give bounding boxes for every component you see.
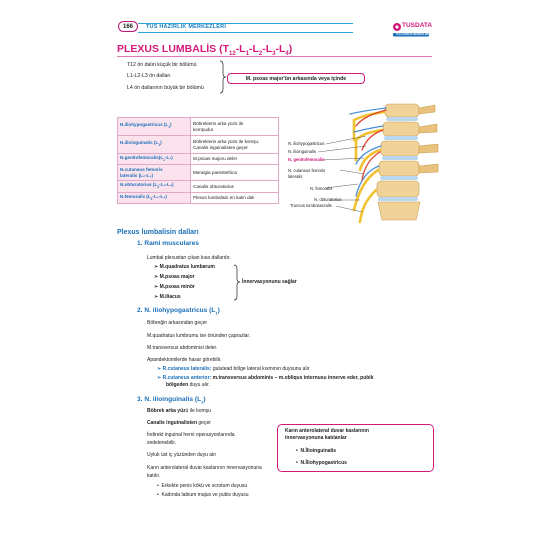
ilio-line: M.transversus abdominisi deler. bbox=[147, 345, 218, 351]
nerve-desc-cell: Canalis obturatorius bbox=[191, 181, 279, 192]
ilio-line: M.quadratus lumbrumu ise önünden çaprazlar. bbox=[147, 333, 251, 339]
branch-line-l1-l3: L1-L2-L3 ön dalları bbox=[127, 73, 171, 79]
figure-label: N. femoralis bbox=[310, 186, 333, 191]
ilioing-line: Böbrek arka yüzü ile komşu bbox=[147, 408, 211, 414]
rami-bracket bbox=[233, 264, 241, 301]
figure-label: N. iliohypogastricus bbox=[288, 141, 325, 146]
header-title: TUS HAZIRLIK MERKEZLERİ bbox=[146, 24, 227, 30]
nerve-name-cell: N.obturatorius $(L_2-L_3-L_4)$ bbox=[118, 181, 191, 192]
nerve-name-cell: N.femoralis $(L_2-L_3-L_4)$ bbox=[118, 192, 191, 203]
subheading-rami: 1. Rami musculares bbox=[137, 240, 199, 247]
branch-line-t12: T12 ön dalın küçük bir bölümü bbox=[127, 62, 197, 68]
rami-item: ➢ M.psoas major bbox=[154, 274, 195, 280]
ilioing-line: katılır. bbox=[147, 473, 161, 479]
table-row bbox=[118, 154, 279, 165]
rami-item: ➢ M.iliacus bbox=[154, 294, 181, 300]
table-row bbox=[118, 118, 279, 136]
ilioing-line: Karın anterolateral duvar kaslarının innervasyonuna bbox=[147, 465, 262, 471]
ilio-branch-lateral: ➢ R.cutaneus lateralis: gulutead bölge lateral kısmının duysunu alır bbox=[157, 366, 310, 372]
ilioing-subitem: • Erkekte penis kökü ve scrotum duyusu bbox=[157, 483, 248, 489]
ilioing-subitem: • Kadında labium majus ve pubis duyusu bbox=[157, 492, 249, 498]
logo-subtext: TUS HAZIRLIK MERKEZLERİ bbox=[396, 33, 429, 36]
rami-item: ➢ M.psoas minör bbox=[154, 284, 195, 290]
nerve-name-cell: N.ilioinguinalis $(L_1)$ bbox=[118, 136, 191, 154]
subheading-iliohypogastricus: 2. N. iliohypogastricus $(L_1)$ bbox=[137, 307, 220, 316]
branch-bracket bbox=[219, 60, 227, 94]
table-row bbox=[118, 192, 279, 203]
logo-text: TUSDATA bbox=[402, 22, 433, 29]
section-title: Plexus lumbalisin dalları bbox=[117, 229, 199, 236]
table-row bbox=[118, 181, 279, 192]
figure-label: N. cutaneus femoris bbox=[288, 168, 326, 173]
nerve-name-cell: $N.genitofemoralis(L_1-L_2)$ bbox=[118, 154, 191, 165]
ilioing-line: Uyluk üst iç yüzünden duyu alır bbox=[147, 452, 217, 458]
ilio-branch-anterior-cont: bölgeden duyu alır. bbox=[166, 382, 210, 388]
rami-innervation-note: İnnervasyonunu sağlar bbox=[242, 279, 297, 285]
nerve-table bbox=[117, 117, 279, 204]
ilioing-line: zedelenebilir. bbox=[147, 440, 177, 446]
figure-label: N. ilioinguinalis bbox=[288, 149, 316, 154]
note-box-item: • N.İliohypogastricus bbox=[296, 460, 347, 466]
page-number: 166 bbox=[118, 21, 138, 32]
subheading-ilioinguinalis: 3. N. ilioinguinalis $(L_1)$ bbox=[137, 396, 206, 405]
table-row bbox=[118, 136, 279, 154]
rami-item: ➢ M.quadratus lumbarum bbox=[154, 264, 215, 270]
note-box-title: Karın anterolateral duvar kaslarının bbox=[285, 428, 369, 434]
nerve-desc-cell: Böbreklerin arka yüzü ile komşu. Canalis inguinalisten geçer bbox=[191, 136, 279, 154]
branch-line-l4: L4 ön dallarının büyük bir bölümü bbox=[127, 85, 204, 91]
ilio-branch-anterior: ➢ R.cutaneus anterior: m.transversus abdominis – m.obliqus internusu innerve eder, pubik bbox=[157, 375, 374, 381]
nerve-desc-cell: Meralgia parestethica bbox=[191, 165, 279, 181]
figure-label-highlight: N. genitofemoralis bbox=[288, 157, 325, 162]
note-box-item: • N.İlioinguinalis bbox=[296, 448, 337, 454]
ilioing-line: Canalis inguinalisten geçer bbox=[147, 420, 211, 426]
rami-intro: Lumbal plexustan çıkan kısa dallardır. bbox=[147, 255, 231, 261]
table-row bbox=[118, 165, 279, 181]
figure-label: N. obturatorius bbox=[314, 197, 342, 202]
psoas-note-box: M. psoas major'ün arkasında veya içinde bbox=[227, 73, 365, 84]
nerve-desc-cell: M.psoas majoru deler bbox=[191, 154, 279, 165]
note-box-title: innervasyonuna katılanlar bbox=[285, 435, 347, 441]
nerve-desc-cell: Plexus lumbalisin en kalın dalı bbox=[191, 192, 279, 203]
title-underline bbox=[117, 56, 432, 57]
page-title: PLEXUS LUMBALİS $(T_{12}-L_1-L_2-L_3-L_4)$ bbox=[117, 43, 293, 58]
figure-label: Truncus lumbosacralis bbox=[290, 203, 332, 208]
ilio-line: Apandektomilerde hasar görebilir. bbox=[147, 357, 222, 363]
ilio-line: Böbreğin arkasından geçer bbox=[147, 320, 208, 326]
nerve-desc-cell: Böbreklerin arka yüzü ile komşudur. bbox=[191, 118, 279, 136]
nerve-name-cell: N.cutaneus femoris lateralis (L₂-L₃) bbox=[118, 165, 191, 181]
figure-label: lateralis bbox=[288, 174, 303, 179]
ilioing-line: İndirekt inguinal herni operasyonlarında bbox=[147, 432, 235, 438]
nerve-name-cell: N.iliohypogastricus $(L_1)$ bbox=[118, 118, 191, 136]
